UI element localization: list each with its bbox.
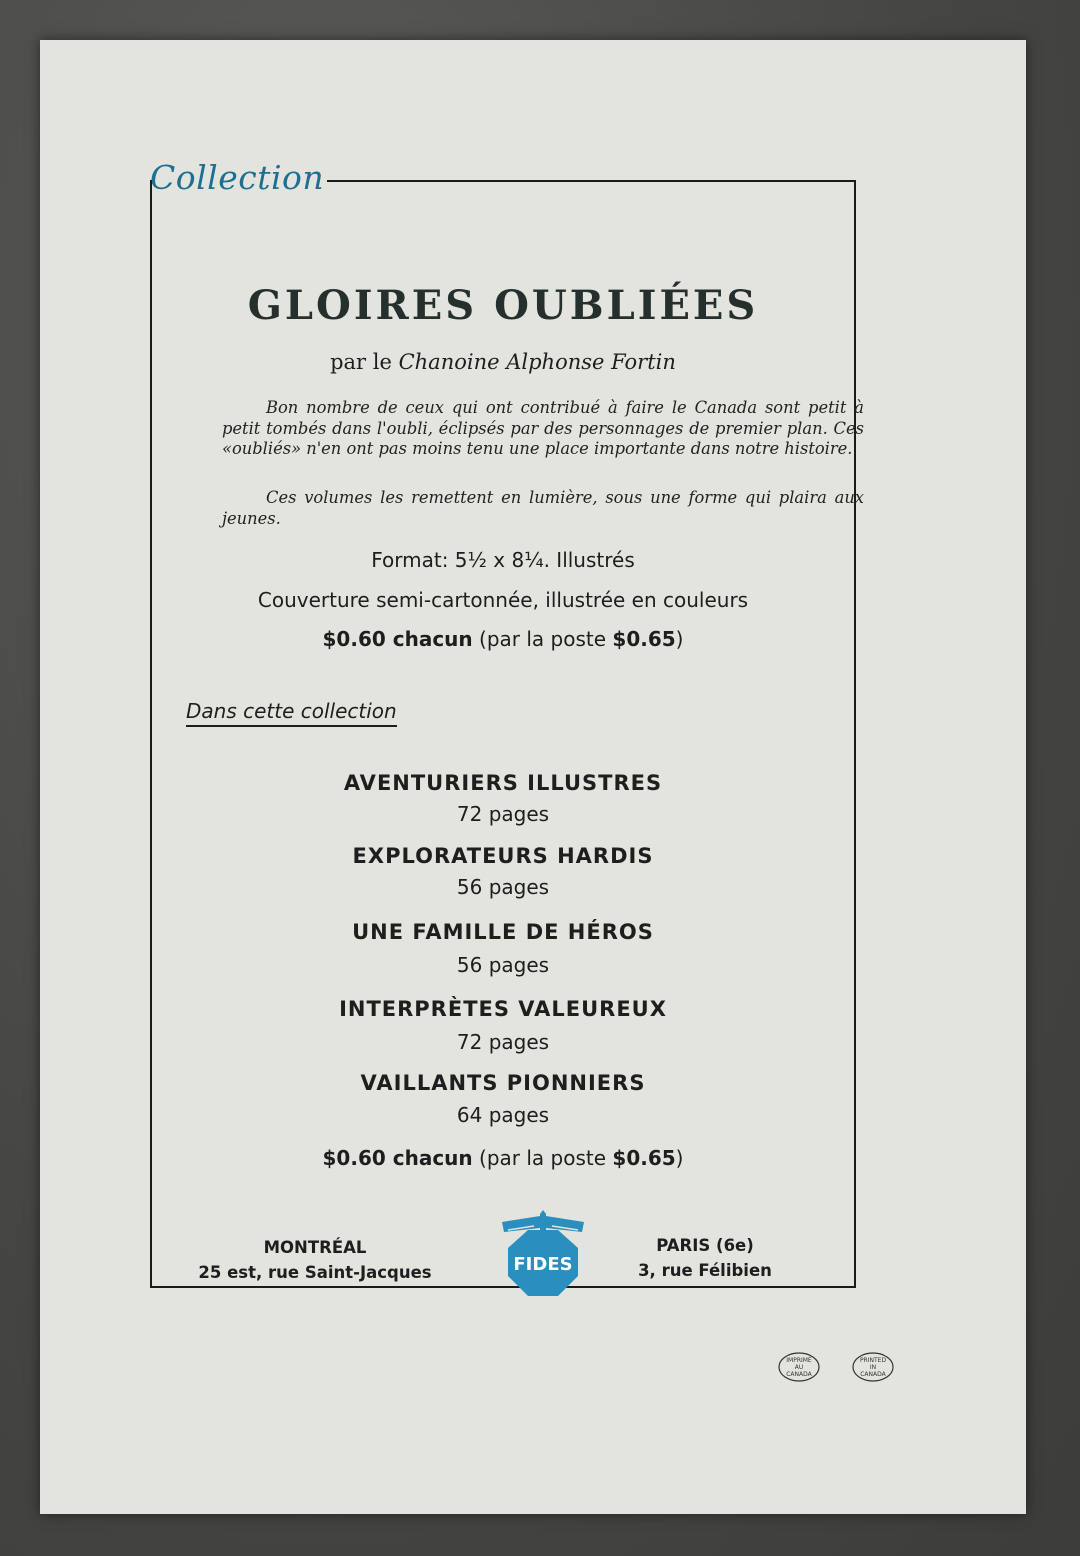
collection-title: GLOIRES OUBLIÉES xyxy=(247,282,759,329)
description-paragraph-1: Bon nombre de ceux qui ont contribué à faire le Canada sont petit à petit tombés dans l'oubli, éclipsés par des personnages de premier plan. Ces «oubliés» n'en ont pas moins tenu une place importante dans notre histoire. xyxy=(222,398,864,458)
book-title: VAILLANTS PIONNIERS xyxy=(360,1071,646,1095)
book-pages: 56 pages xyxy=(456,953,550,977)
price-amount: $0.60 chacun xyxy=(322,1146,473,1170)
montreal-address-block xyxy=(186,1238,444,1282)
book-title: AVENTURIERS ILLUSTRES xyxy=(343,771,663,795)
imprime-au-canada-stamp xyxy=(778,1352,820,1382)
description-paragraph-2: Ces volumes les remettent en lumière, sous une forme qui plaira aux jeunes. xyxy=(222,488,864,528)
list-heading: Dans cette collection xyxy=(186,699,397,727)
author-name: Chanoine Alphonse Fortin xyxy=(398,350,676,374)
book-pages: 56 pages xyxy=(456,875,550,899)
montreal-address: 25 est, rue Saint-Jacques xyxy=(198,1263,432,1282)
book-pages: 72 pages xyxy=(456,802,550,826)
paris-address-block xyxy=(606,1236,804,1280)
book-title: UNE FAMILLE DE HÉROS xyxy=(352,920,654,944)
book-pages: 72 pages xyxy=(456,1030,550,1054)
svg-text:IMPRIMÉ: IMPRIMÉ xyxy=(786,1357,812,1364)
publisher-name: FIDES xyxy=(513,1254,573,1275)
postal-prefix: (par la poste xyxy=(479,1146,607,1170)
postal-suffix: ) xyxy=(675,627,684,651)
price-line-2 xyxy=(150,1146,856,1170)
printed-in-canada-stamp xyxy=(852,1352,894,1382)
fides-logo xyxy=(496,1208,590,1302)
postal-suffix: ) xyxy=(675,1146,684,1170)
book-title: INTERPRÈTES VALEUREUX xyxy=(339,997,667,1021)
paris-city: PARIS (6e) xyxy=(656,1236,754,1255)
paris-address: 3, rue Félibien xyxy=(638,1261,772,1280)
postal-prefix: (par la poste xyxy=(479,627,607,651)
postal-amount: $0.65 xyxy=(612,1146,676,1170)
svg-text:CANADA: CANADA xyxy=(786,1371,812,1378)
format-line: Format: 5½ x 8¼. Illustrés xyxy=(371,548,635,572)
book-pages: 64 pages xyxy=(456,1103,550,1127)
svg-text:CANADA: CANADA xyxy=(860,1371,886,1378)
price-amount: $0.60 chacun xyxy=(322,627,473,651)
svg-text:AU: AU xyxy=(794,1364,804,1371)
frame-top-rule xyxy=(327,180,854,182)
collection-label: Collection xyxy=(150,158,325,197)
montreal-city: MONTRÉAL xyxy=(263,1238,367,1257)
open-book-icon xyxy=(502,1210,584,1232)
book-title: EXPLORATEURS HARDIS xyxy=(352,844,654,868)
postal-amount: $0.65 xyxy=(612,627,676,651)
svg-text:PRINTED: PRINTED xyxy=(859,1357,887,1364)
cover-line: Couverture semi-cartonnée, illustrée en couleurs xyxy=(257,588,749,612)
price-line xyxy=(150,627,856,651)
byline-prefix: par le xyxy=(330,350,392,374)
svg-text:IN: IN xyxy=(869,1364,877,1371)
byline xyxy=(150,350,856,374)
